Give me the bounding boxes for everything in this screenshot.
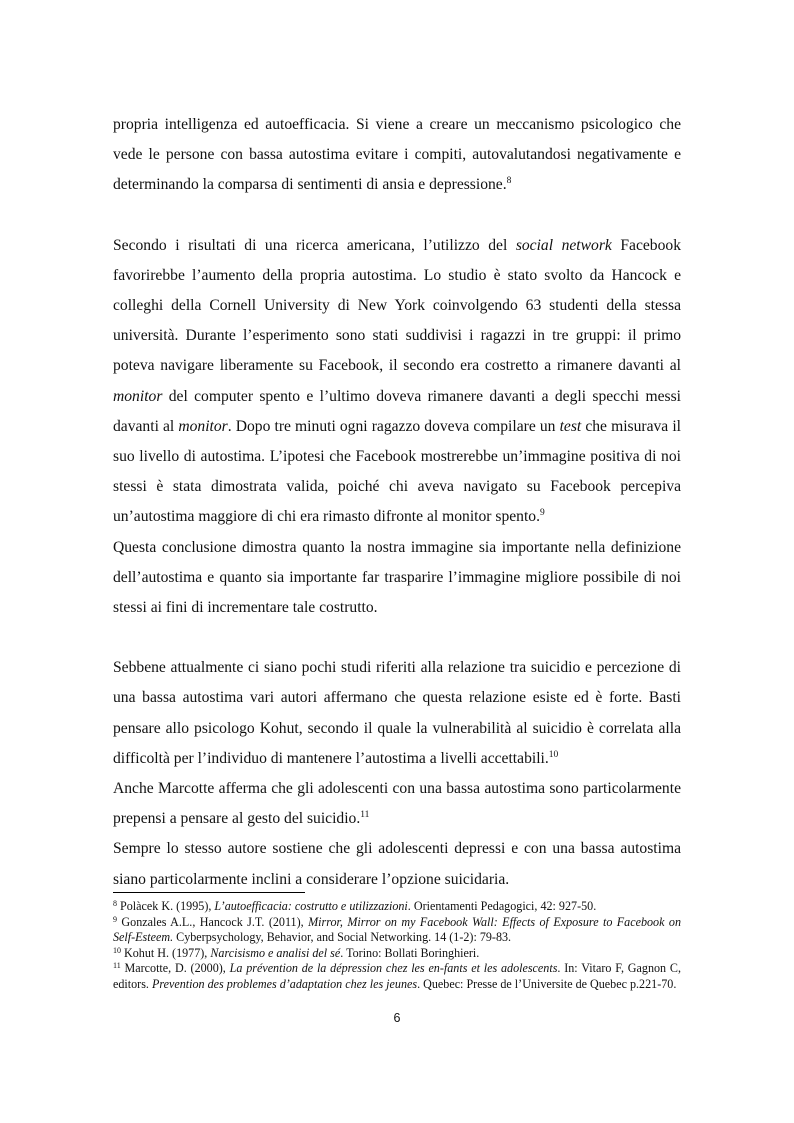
footnote-8: $^8$ Polàcek K. (1995), L’autoefficacia: costrutto e utilizzazioni. Orientamenti Pedagogici, 42: 927-50.: [113, 899, 597, 913]
paragraph-spacer: [113, 623, 681, 653]
footnote-ref-11[interactable]: 11: [360, 810, 370, 821]
footnote-10: $^{10}$ Kohut H. (1977), Narcisismo e analisi del sé. Torino: Bollati Boringhieri.: [113, 945, 480, 960]
paragraph-5: Anche Marcotte afferma che gli adolescenti con una bassa autostima sono particolarmente prepensi a pensare al gesto del suicidio.$^{11}$: [113, 780, 681, 828]
footnote-ref-10[interactable]: 10: [548, 749, 559, 760]
footnote-ref-9[interactable]: 9: [540, 508, 545, 519]
page-number: 6: [393, 1011, 401, 1025]
paragraph-4: Sebbene attualmente ci siano pochi studi riferiti alla relazione tra suicidio e percezione di una bassa autostima vari autori affermano che questa relazione esiste ed è forte. Basti pensare allo psicologo Kohut, secondo il quale la vulnerabilità al suicidio è correlata alla difficoltà per l’individuo di mantenere l’autostima a livelli accettabili.$^{10}$: [113, 659, 681, 767]
footnote-9: $^9$ Gonzales A.L., Hancock J.T. (2011), Mirror, Mirror on my Facebook Wall: Effects of Exposure to Facebook on Self-Esteem. Cyberpsychology, Behavior, and Social Networking. 14 (1-2): 79-83.: [113, 914, 681, 945]
body-text: [113, 110, 681, 895]
paragraph-spacer: [113, 201, 681, 231]
footnote-ref-8[interactable]: 8: [506, 176, 512, 187]
paragraph-6: Sempre lo stesso autore sostiene che gli adolescenti depressi e con una bassa autostima siano particolarmente inclini a considerare l’opzione suicidaria.: [113, 840, 681, 888]
paragraph-2: Secondo i risultati di una ricerca americana, l’utilizzo del social network Facebook favorirebbe l’aumento della propria autostima. Lo studio è stato svolto da Hancock e colleghi della Cornell University di New York coinvolgendo 63 studenti della stessa università. Durante l’esperimento sono stati suddivisi i ragazzi in tre gruppi: il primo poteva navigare liberamente su Facebook, il secondo era costretto a rimanere davanti al monitor del computer spento e l’ultimo doveva rimanere davanti a degli specchi messi davanti al monitor. Dopo tre minuti ogni ragazzo doveva compilare un test che misurava il suo livello di autostima. L’ipotesi che Facebook mostrerebbe un’immagine positiva di noi stessi è stata dimostrata valida, poiché chi aveva navigato su Facebook percepiva un’autostima maggiore di chi era rimasto difronte al monitor spento.$^9$: [113, 236, 681, 526]
footnote-11: $^{11}$ Marcotte, D. (2000), La prévention de la dépression chez les en-fants et les adolescents. In: Vitaro F, Gagnon C, editors. Prevention des problemes d’adaptation chez les jeunes. Quebec: Presse de l’Universite de Quebec p.221-70.: [113, 961, 681, 991]
footnotes: [113, 899, 681, 993]
footnote-separator: [113, 892, 305, 893]
paragraph-1: propria intelligenza ed autoefficacia. Si viene a creare un meccanismo psicologico che vede le persone con bassa autostima evitare i compiti, autovalutandosi negativamente e determinando la comparsa di sentimenti di ansia e depressione.$^8$: [113, 116, 681, 194]
paragraph-3: Questa conclusione dimostra quanto la nostra immagine sia importante nella definizione dell’autostima e quanto sia importante far trasparire l’immagine migliore possibile di noi stessi ai fini di incrementare tale costrutto.: [113, 538, 681, 617]
